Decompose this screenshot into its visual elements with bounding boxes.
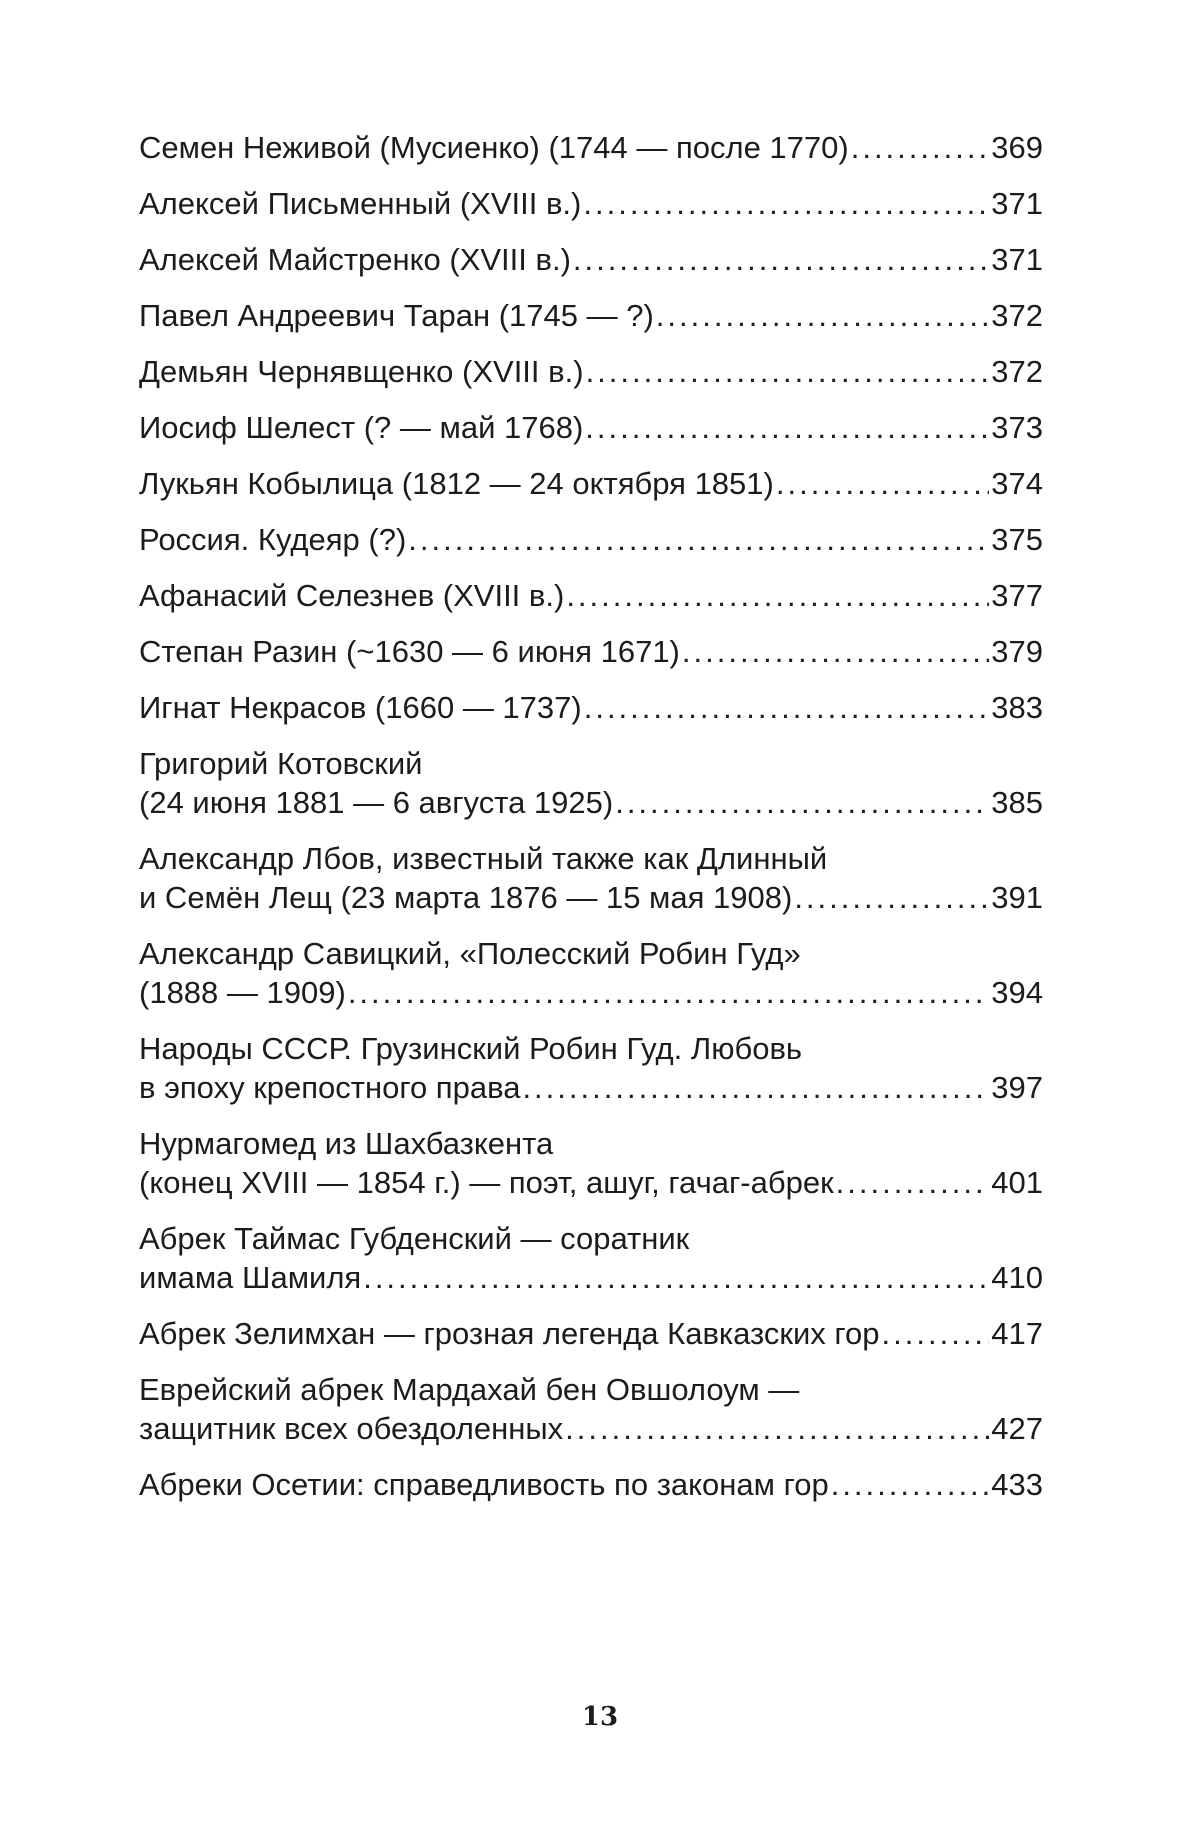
toc-entry-title: Демьян Чернявщенко (XVIII в.) [139,354,584,389]
dot-leader [585,408,989,447]
toc-entry-page-number: 371 [991,242,1043,277]
toc-entry-title-line: Александр Лбов, известный также как Длинный [139,841,828,876]
toc-entry-title: Лукьян Кобылица (1812 — 24 октября 1851) [139,466,774,501]
toc-entry-page-number: 369 [991,130,1043,165]
toc-entry-title: Россия. Кудеяр (?) [139,522,407,557]
toc-entry-page-number: 394 [991,975,1043,1010]
toc-entry [139,520,1043,559]
dot-leader [794,878,989,917]
toc-entry-line [139,240,1043,279]
dot-leader [776,464,989,503]
toc-entry-title: Алексей Майстренко (XVIII в.) [139,242,571,277]
toc-entry-page-number: 427 [991,1411,1043,1446]
toc-entry-page-number: 433 [991,1467,1043,1502]
toc-entry-title-line: Григорий Котовский [139,746,423,781]
toc-entry-title: Игнат Некрасов (1660 — 1737) [139,690,582,725]
toc-entry [139,184,1043,223]
toc-entry [139,296,1043,335]
toc-entry [139,352,1043,391]
toc-entry-line [139,973,1043,1012]
toc-entry-line [139,1068,1043,1107]
toc-entry [139,1124,1043,1202]
toc-entry-title-line: Абрек Таймас Губденский — соратник [139,1221,690,1256]
toc-entry-line [139,520,1043,559]
toc-entry [139,576,1043,615]
toc-entry [139,464,1043,503]
toc-entry-title: (24 июня 1881 — 6 августа 1925) [139,785,614,820]
toc-entry-line [139,464,1043,503]
toc-entry-page-number: 410 [991,1260,1043,1295]
toc-entry [139,1314,1043,1353]
toc-entry-title: Абрек Зелимхан — грозная легенда Кавказских гор [139,1316,880,1351]
toc-entry-title: в эпоху крепостного права [139,1070,521,1105]
toc-entry-page-number: 373 [991,410,1043,445]
toc-entry-title: Семен Неживой (Мусиенко) (1744 — после 1770) [139,130,849,165]
toc-entry [139,1465,1043,1504]
dot-leader [583,184,989,223]
toc-entry-line [139,1409,1043,1448]
toc-entry-line [139,184,1043,223]
dot-leader [682,632,989,671]
toc-entry-page-number: 417 [991,1316,1043,1351]
toc-entry-title: имама Шамиля [139,1260,362,1295]
toc-entry-line [139,632,1043,671]
toc-entry-page-number: 383 [991,690,1043,725]
toc-entry-title: Павел Андреевич Таран (1745 — ?) [139,298,654,333]
toc-entry [139,632,1043,671]
toc-entry-line [139,408,1043,447]
toc-entry-line [139,878,1043,917]
dot-leader [831,1465,990,1504]
toc-entry-title: Алексей Письменный (XVIII в.) [139,186,582,221]
toc-entry [139,744,1043,822]
toc-entry [139,1370,1043,1448]
dot-leader [408,520,989,559]
dot-leader [565,1409,989,1448]
toc-entry-title: Абреки Осетии: справедливость по законам гор [139,1467,829,1502]
toc-entry-title: Степан Разин (~1630 — 6 июня 1671) [139,634,680,669]
toc-entry-page-number: 371 [991,186,1043,221]
dot-leader [836,1163,990,1202]
toc-entry-line [139,783,1043,822]
dot-leader [573,240,989,279]
dot-leader [566,576,989,615]
toc-entry [139,240,1043,279]
page-number: 13 [581,1702,619,1732]
toc-entry-title: Иосиф Шелест (? — май 1768) [139,410,584,445]
toc-entry-title-line: Еврейский абрек Мардахай бен Овшолоум — [139,1372,800,1407]
dot-leader [615,783,989,822]
dot-leader [882,1314,990,1353]
toc-entry [139,688,1043,727]
toc-entry [139,839,1043,917]
toc-entry-title: защитник всех обездоленных [139,1411,564,1446]
toc-entry-line [139,128,1043,167]
toc-entry-page-number: 374 [991,466,1043,501]
toc-entry [139,934,1043,1012]
toc-entry-line [139,1258,1043,1297]
toc-entry-title: и Семён Лещ (23 марта 1876 — 15 мая 1908) [139,880,793,915]
dot-leader [363,1258,989,1297]
dot-leader [348,973,989,1012]
toc-entry-line [139,1163,1043,1202]
dot-leader [656,296,989,335]
toc-entry-title-line: Нурмагомед из Шахбазкента [139,1126,554,1161]
toc-entry-line [139,576,1043,615]
toc-entry-line [139,1314,1043,1353]
toc-entry-page-number: 372 [991,354,1043,389]
toc-entry [139,408,1043,447]
toc-entry-page-number: 375 [991,522,1043,557]
toc-entry [139,1219,1043,1297]
toc-entry-page-number: 397 [991,1070,1043,1105]
toc-entry-line [139,352,1043,391]
toc-entry-title: Афанасий Селезнев (XVIII в.) [139,578,565,613]
toc-entry-page-number: 401 [991,1165,1043,1200]
toc-entry-line [139,688,1043,727]
toc-entry-line [139,1465,1043,1504]
toc-entry-page-number: 385 [991,785,1043,820]
table-of-contents [139,128,1043,1521]
toc-entry-line [139,296,1043,335]
toc-entry-page-number: 379 [991,634,1043,669]
toc-entry-page-number: 372 [991,298,1043,333]
dot-leader [584,688,990,727]
toc-entry-title-line: Александр Савицкий, «Полесский Робин Гуд» [139,936,801,971]
toc-entry [139,1029,1043,1107]
toc-entry-title-line: Народы СССР. Грузинский Робин Гуд. Любовь [139,1031,803,1066]
toc-entry-title: (конец XVIII — 1854 г.) — поэт, ашуг, гачаг-абрек [139,1165,834,1200]
toc-entry-title: (1888 — 1909) [139,975,346,1010]
dot-leader [522,1068,989,1107]
toc-entry-page-number: 377 [991,578,1043,613]
toc-entry-page-number: 391 [991,880,1043,915]
dot-leader [586,352,990,391]
toc-entry [139,128,1043,167]
dot-leader [851,128,990,167]
